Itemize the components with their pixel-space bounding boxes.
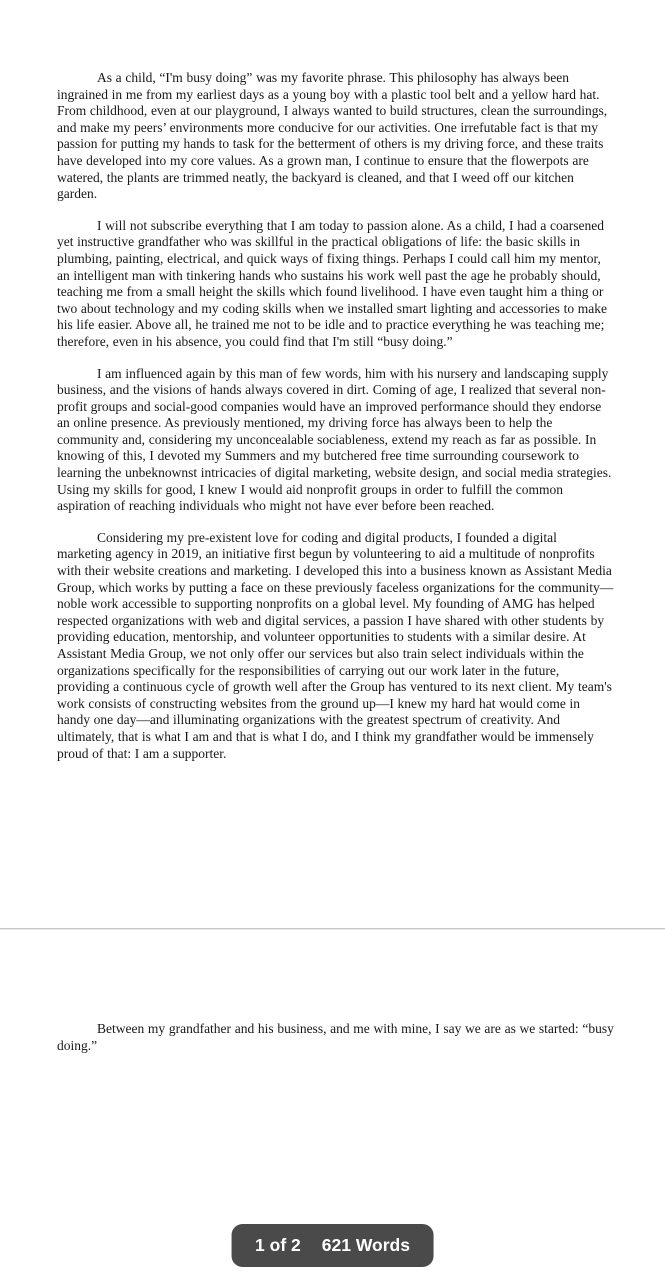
- paragraph[interactable]: Between my grandfather and his business, and me with mine, I say we are as we started: “busy doing.”: [57, 1021, 614, 1053]
- paragraph[interactable]: Considering my pre-existent love for coding and digital products, I founded a digital marketing agency in 2019, an initiative first begun by volunteering to aid a multitude of nonprofits with their website creations and marketing. I developed this into a business known as Assistant Media Group, which works by putting a face on these previously faceless organizations for the community—noble work accessible to supporting nonprofits on a global level. My founding of AMG has helped respected organizations with web and digital services, a passion I have shared with other students by providing education, mentorship, and volunteer opportunities to students with a similar desire. At Assistant Media Group, we not only offer our services but also train select individuals within the organizations specifically for the responsibilities of carrying out our work later in the future, providing a continuous cycle of growth well after the Group has ventured to its next client. My team's work consists of constructing websites from the ground up—I knew my hard hat would come in handy one day—and illuminating organizations with the greatest spectrum of creativity. And ultimately, that is what I am and that is what I do, and I think my grandfather would be immensely proud of that: I am a supporter.: [57, 529, 614, 761]
- page-break-divider: [0, 928, 665, 930]
- document-page-2[interactable]: [57, 1021, 614, 1069]
- paragraph[interactable]: I will not subscribe everything that I am today to passion alone. As a child, I had a coarsened yet instructive grandfather who was skillful in the practical obligations of life: the basic skills in plumbing, painting, electrical, and quick ways of fixing things. Perhaps I could call him my mentor, an intelligent man with tinkering hands who sustains his work well past the age he probably should, teaching me from a small height the skills which found livelihood. I have even taught him a thing or two about technology and my coding skills when we installed smart lighting and accessories to make his life easier. Above all, he trained me not to be idle and to practice everything he was teaching me; therefore, even in his absence, you could find that I'm still “busy doing.”: [57, 217, 608, 349]
- paragraph[interactable]: As a child, “I'm busy doing” was my favorite phrase. This philosophy has always been ingrained in me from my earliest days as a young boy with a plastic tool belt and a yellow hard hat. From childhood, even at our playground, I always wanted to build structures, clean the surroundings, and make my peers’ environments more conducive for our activities. One irrefutable fact is that my passion for putting my hands to task for the betterment of others is my driving force, and these traits have developed into my core values. As a grown man, I continue to ensure that the flowerpots are watered, the plants are trimmed neatly, the backyard is cleaned, and that I weed off our kitchen garden.: [57, 70, 608, 202]
- paragraph[interactable]: I am influenced again by this man of few words, him with his nursery and landscaping supply business, and the visions of hands always covered in dirt. Coming of age, I realized that several non-profit groups and social-good companies would have an improved performance should they endorse an online presence. As previously mentioned, my driving force has always been to help the community and, considering my unconcealable sociableness, extend my reach as far as possible. In knowing of this, I devoted my Summers and my butchered free time surrounding coursework to learning the unbeknownst intricacies of digital marketing, website design, and social media strategies. Using my skills for good, I knew I would aid nonprofit groups in order to fulfill the common aspiration of reaching individuals who might not have ever before been reached.: [57, 365, 612, 514]
- document-page-1[interactable]: [57, 70, 614, 777]
- word-count: 621 Words: [321, 1235, 410, 1255]
- page-indicator: 1 of 2: [255, 1235, 301, 1255]
- page-word-count-pill: [231, 1224, 434, 1267]
